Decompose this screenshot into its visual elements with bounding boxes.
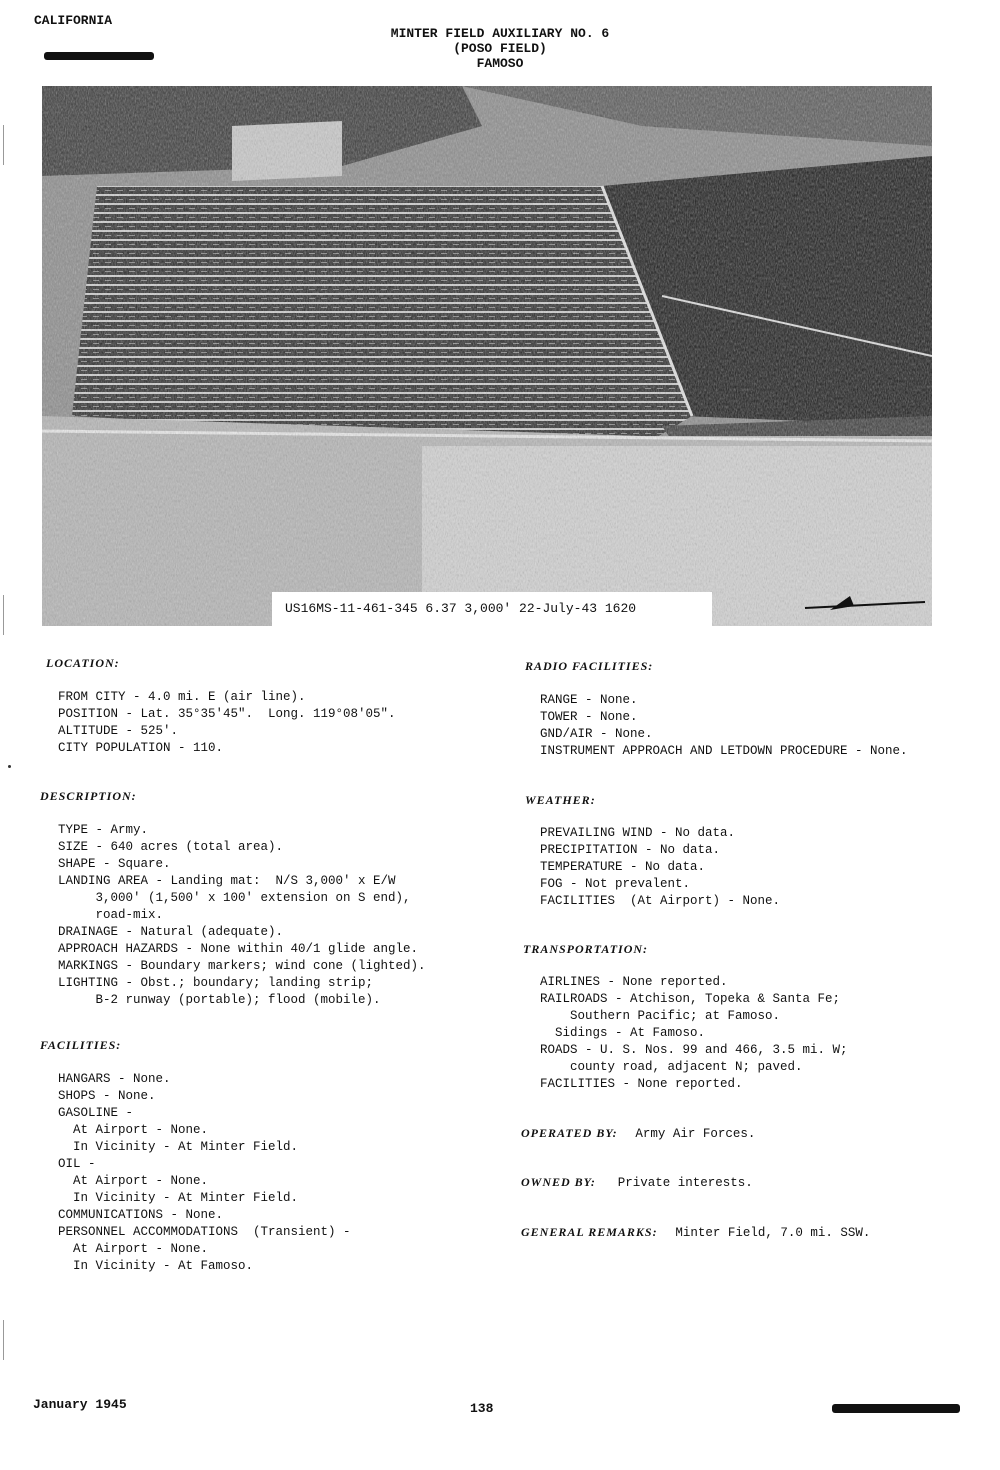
location-line: POSITION - Lat. 35°35'45". Long. 119°08'05". xyxy=(58,707,396,721)
weather-line: FACILITIES (At Airport) - None. xyxy=(540,894,781,908)
redaction-mark-bottom xyxy=(832,1404,960,1413)
facilities-line: In Vicinity - At Minter Field. xyxy=(58,1140,299,1154)
transportation-line: Sidings - At Famoso. xyxy=(540,1026,706,1040)
description-line: APPROACH HAZARDS - None within 40/1 glide angle. xyxy=(58,942,419,956)
transportation-line: FACILITIES - None reported. xyxy=(540,1077,743,1091)
radio-facilities-title: RADIO FACILITIES: xyxy=(525,659,654,673)
description-line: B-2 runway (portable); flood (mobile). xyxy=(58,993,381,1007)
weather-line: PRECIPITATION - No data. xyxy=(540,843,721,857)
description-line: road-mix. xyxy=(58,908,164,922)
radio-line: INSTRUMENT APPROACH AND LETDOWN PROCEDURE - None. xyxy=(540,744,908,758)
owned-by xyxy=(521,1174,753,1192)
weather-title: WEATHER: xyxy=(525,793,596,807)
scan-edge-mark xyxy=(3,1320,4,1360)
state-heading: CALIFORNIA xyxy=(34,13,113,28)
facilities-line: At Airport - None. xyxy=(58,1174,209,1188)
location-line: ALTITUDE - 525'. xyxy=(58,724,179,738)
facilities-line: In Vicinity - At Famoso. xyxy=(58,1259,254,1273)
radio-line: GND/AIR - None. xyxy=(540,727,653,741)
description-line: 3,000' (1,500' x 100' extension on S end), xyxy=(58,891,411,905)
operated-by-value: Army Air Forces. xyxy=(635,1127,756,1141)
facilities-details xyxy=(58,1071,351,1275)
facilities-line: COMMUNICATIONS - None. xyxy=(58,1208,224,1222)
description-line: SIZE - 640 acres (total area). xyxy=(58,840,284,854)
operated-by xyxy=(521,1125,755,1143)
general-remarks-value: Minter Field, 7.0 mi. SSW. xyxy=(675,1226,871,1240)
location-title: LOCATION: xyxy=(46,656,120,670)
owned-by-value: Private interests. xyxy=(617,1176,753,1190)
scan-dot xyxy=(8,765,11,768)
scan-edge-mark xyxy=(3,595,4,635)
facilities-line: In Vicinity - At Minter Field. xyxy=(58,1191,299,1205)
radio-line: RANGE - None. xyxy=(540,693,638,707)
photo-caption: US16MS-11-461-345 6.37 3,000' 22-July-43 1620 xyxy=(285,601,637,616)
description-line: DRAINAGE - Natural (adequate). xyxy=(58,925,284,939)
weather-line: TEMPERATURE - No data. xyxy=(540,860,706,874)
scan-edge-mark xyxy=(3,125,4,165)
title-line-2: (POSO FIELD) xyxy=(453,41,547,56)
title-line-3: FAMOSO xyxy=(476,56,524,71)
airfield-title xyxy=(330,26,670,71)
facilities-line: OIL - xyxy=(58,1157,96,1171)
radio-line: TOWER - None. xyxy=(540,710,638,724)
radio-facilities-details xyxy=(540,692,908,760)
redaction-mark-top xyxy=(44,52,154,60)
transportation-line: RAILROADS - Atchison, Topeka & Santa Fe; xyxy=(540,992,841,1006)
transportation-title: TRANSPORTATION: xyxy=(523,942,649,956)
weather-line: FOG - Not prevalent. xyxy=(540,877,691,891)
facilities-title: FACILITIES: xyxy=(40,1038,122,1052)
facilities-line: HANGARS - None. xyxy=(58,1072,171,1086)
owned-by-label: OWNED BY: xyxy=(521,1175,596,1189)
transportation-details xyxy=(540,974,848,1093)
location-details xyxy=(58,689,396,757)
description-details xyxy=(58,822,426,1009)
transportation-line: county road, adjacent N; paved. xyxy=(540,1060,803,1074)
description-title: DESCRIPTION: xyxy=(40,789,137,803)
description-line: LIGHTING - Obst.; boundary; landing strip; xyxy=(58,976,374,990)
footer-date: January 1945 xyxy=(33,1397,127,1412)
weather-details xyxy=(540,825,780,910)
facilities-line: PERSONNEL ACCOMMODATIONS (Transient) - xyxy=(58,1225,351,1239)
north-arrow-icon xyxy=(800,590,930,620)
description-line: LANDING AREA - Landing mat: N/S 3,000' x E/W xyxy=(58,874,396,888)
facilities-line: SHOPS - None. xyxy=(58,1089,156,1103)
general-remarks-label: GENERAL REMARKS: xyxy=(521,1225,658,1239)
aerial-photo-graphic xyxy=(42,86,932,626)
description-line: MARKINGS - Boundary markers; wind cone (lighted). xyxy=(58,959,426,973)
facilities-line: GASOLINE - xyxy=(58,1106,134,1120)
transportation-line: AIRLINES - None reported. xyxy=(540,975,728,989)
aerial-photo xyxy=(42,86,932,626)
operated-by-label: OPERATED BY: xyxy=(521,1126,618,1140)
transportation-line: ROADS - U. S. Nos. 99 and 466, 3.5 mi. W; xyxy=(540,1043,848,1057)
transportation-line: Southern Pacific; at Famoso. xyxy=(540,1009,781,1023)
location-line: FROM CITY - 4.0 mi. E (air line). xyxy=(58,690,306,704)
weather-line: PREVAILING WIND - No data. xyxy=(540,826,736,840)
title-line-1: MINTER FIELD AUXILIARY NO. 6 xyxy=(390,26,610,41)
description-line: TYPE - Army. xyxy=(58,823,149,837)
facilities-line: At Airport - None. xyxy=(58,1123,209,1137)
general-remarks xyxy=(521,1224,870,1242)
description-line: SHAPE - Square. xyxy=(58,857,171,871)
location-line: CITY POPULATION - 110. xyxy=(58,741,224,755)
facilities-line: At Airport - None. xyxy=(58,1242,209,1256)
page-number: 138 xyxy=(470,1401,494,1416)
